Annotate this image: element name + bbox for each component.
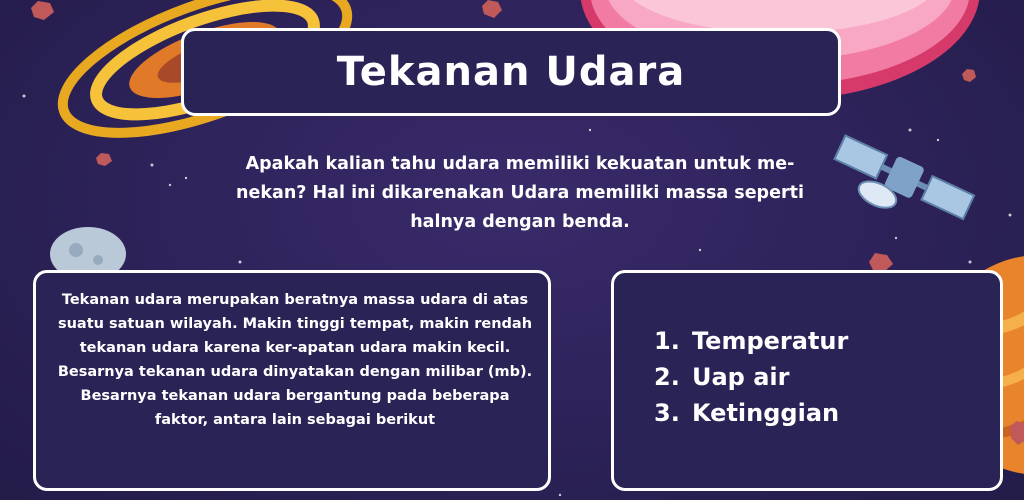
asteroid-icon	[480, 0, 504, 20]
star	[1009, 214, 1012, 217]
page-title: Tekanan Udara	[336, 49, 686, 95]
asteroid-icon	[960, 68, 978, 84]
factors-card	[611, 270, 1003, 491]
title-banner	[181, 28, 841, 116]
star	[589, 129, 591, 131]
star	[23, 95, 26, 98]
factor-label: Uap air	[692, 363, 790, 391]
list-item	[654, 395, 848, 431]
star	[559, 494, 561, 496]
factor-number: 1.	[654, 327, 680, 355]
star	[151, 164, 154, 167]
asteroid-icon	[1008, 420, 1024, 446]
star	[895, 237, 897, 239]
star	[169, 184, 171, 186]
satellite-icon	[828, 130, 978, 230]
factor-number: 3.	[654, 399, 680, 427]
factor-number: 2.	[654, 363, 680, 391]
asteroid-icon	[28, 0, 58, 24]
list-item	[654, 323, 848, 359]
star	[185, 177, 187, 179]
factor-label: Temperatur	[692, 327, 849, 355]
factor-list	[654, 323, 848, 431]
asteroid-icon	[94, 152, 114, 168]
intro-text: Apakah kalian tahu udara memiliki kekuatan untuk me-nekan? Hal ini dikarenakan Udara memiliki massa seperti halnya dengan benda.	[236, 154, 804, 232]
explanation-text: Tekanan udara merupakan beratnya massa udara di atas suatu satuan wilayah. Makin tinggi tempat, makin rendah tekanan udara karena ker-apatan udara makin kecil. Besarnya tekanan udara dinyatakan dengan milibar (mb). Besarnya tekanan udara bergantung pada beberapa faktor, antara lain sebagai berikut	[57, 292, 533, 428]
star	[239, 261, 242, 264]
star	[699, 249, 701, 251]
explanation-card	[33, 270, 551, 491]
factor-label: Ketinggian	[692, 399, 840, 427]
list-item	[654, 359, 848, 395]
